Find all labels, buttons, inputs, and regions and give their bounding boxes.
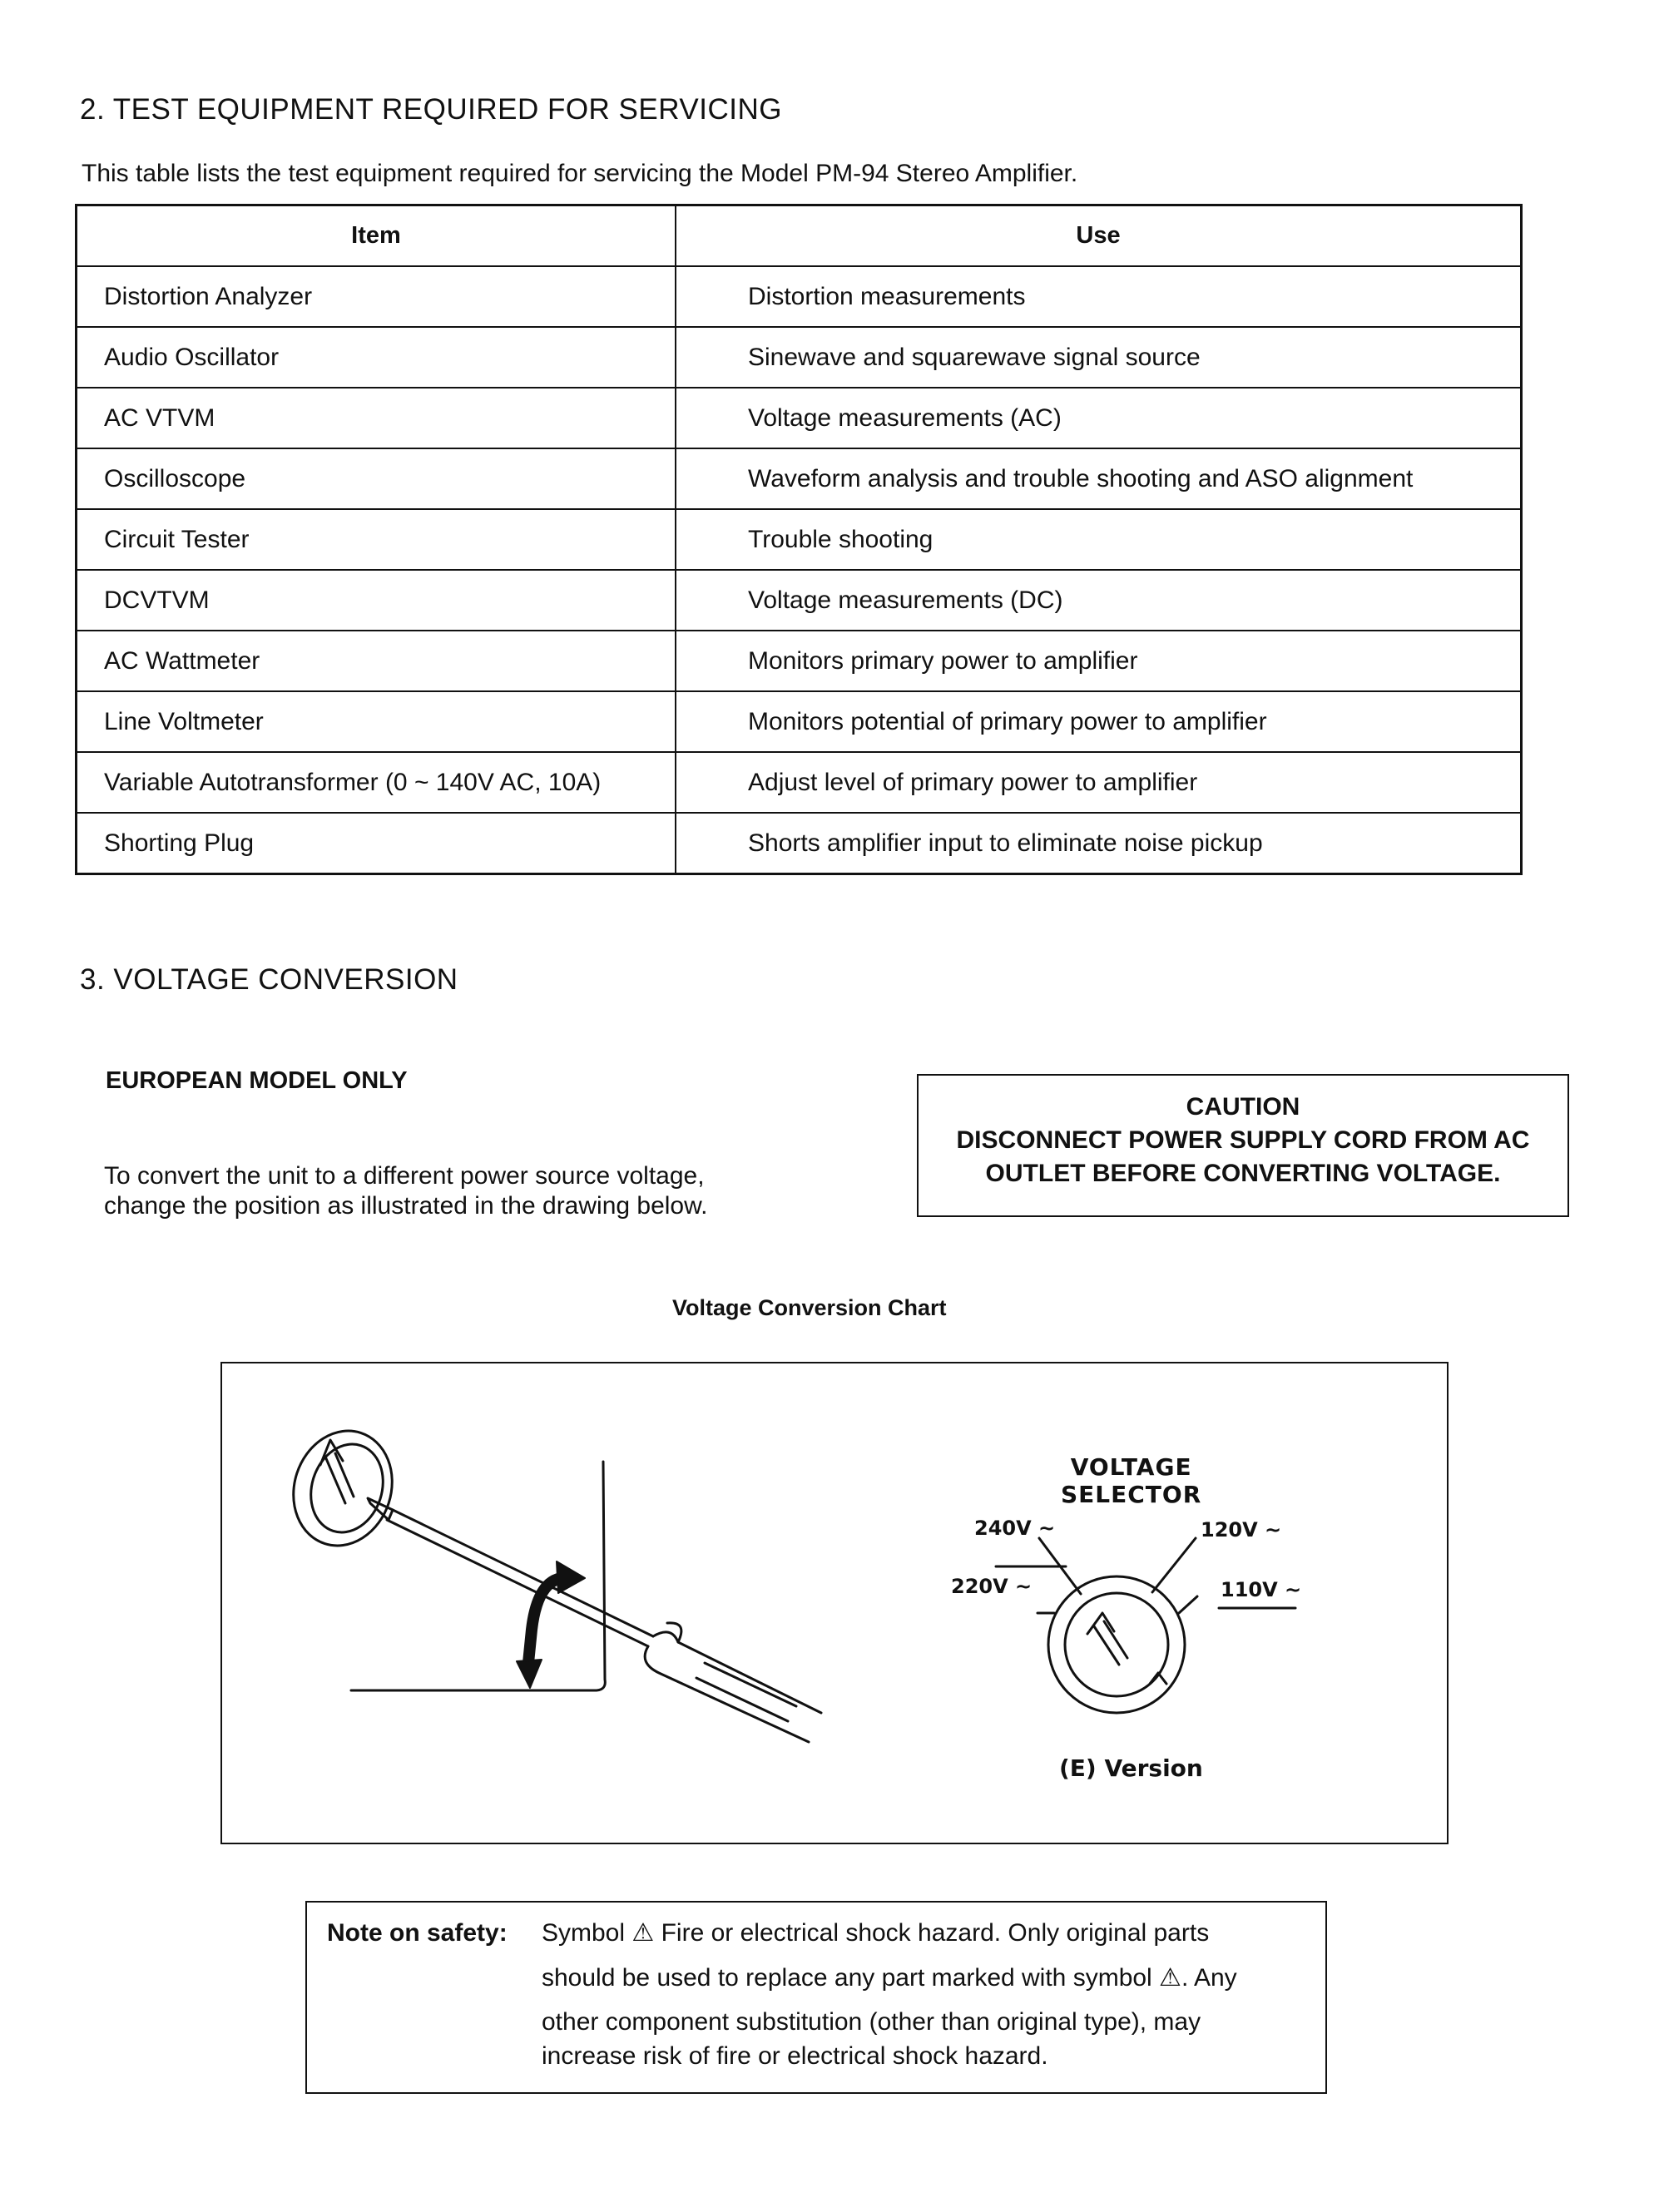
safety-note-line-3: other component substitution (other than original type), may [542, 2008, 1201, 2036]
rotation-arrow [517, 1561, 585, 1688]
voltage-selector-label [1061, 1453, 1201, 1508]
use-cell: Voltage measurements (AC) [676, 388, 1522, 448]
safety-note-box [305, 1901, 1327, 2094]
selector-label-line-1: VOLTAGE [1070, 1453, 1192, 1481]
item-cell: Shorting Plug [77, 813, 676, 874]
caution-line-1: DISCONNECT POWER SUPPLY CORD FROM AC [956, 1126, 1530, 1154]
test-equipment-table [75, 204, 1523, 875]
safety-note-text [542, 1911, 1307, 2069]
safety-note-line-4: increase risk of fire or electrical shock hazard. [542, 2042, 1048, 2070]
table-row [77, 631, 1522, 691]
use-cell: Sinewave and squarewave signal source [676, 327, 1522, 388]
item-cell: Oscilloscope [77, 448, 676, 509]
table-row [77, 691, 1522, 752]
selector-label-line-2: SELECTOR [1061, 1481, 1202, 1508]
diagram-illustration [222, 1363, 1447, 1843]
voltage-conversion-diagram [220, 1362, 1449, 1844]
label-110v: 110V ~ [1221, 1578, 1302, 1601]
table-row [77, 448, 1522, 509]
use-cell: Monitors potential of primary power to amplifier [676, 691, 1522, 752]
item-cell: Distortion Analyzer [77, 266, 676, 327]
header-use: Use [676, 205, 1522, 267]
table-row [77, 752, 1522, 813]
label-240v: 240V ~ [974, 1517, 1056, 1540]
use-cell: Trouble shooting [676, 509, 1522, 570]
safety-note-line-2: should be used to replace any part marked with symbol ⚠. Any [542, 1964, 1237, 1992]
chart-title: Voltage Conversion Chart [672, 1295, 947, 1320]
convert-instructions [104, 1161, 707, 1221]
table-row [77, 266, 1522, 327]
left-selector-knob [279, 1418, 407, 1559]
table-row [77, 509, 1522, 570]
caution-line-2: OUTLET BEFORE CONVERTING VOLTAGE. [985, 1160, 1501, 1187]
item-cell: AC Wattmeter [77, 631, 676, 691]
convert-line-1: To convert the unit to a different power source voltage, [104, 1162, 705, 1190]
label-220v: 220V ~ [951, 1575, 1033, 1598]
use-cell: Shorts amplifier input to eliminate noise pickup [676, 813, 1522, 874]
version-label: (E) Version [1059, 1754, 1203, 1782]
use-cell: Adjust level of primary power to amplifier [676, 752, 1522, 813]
table-header-row [77, 205, 1522, 267]
item-cell: Circuit Tester [77, 509, 676, 570]
table-row [77, 327, 1522, 388]
convert-line-2: change the position as illustrated in the drawing below. [104, 1192, 708, 1220]
caution-box [917, 1074, 1569, 1217]
item-cell: AC VTVM [77, 388, 676, 448]
use-cell: Monitors primary power to amplifier [676, 631, 1522, 691]
item-cell: DCVTVM [77, 570, 676, 631]
use-cell: Voltage measurements (DC) [676, 570, 1522, 631]
safety-note-label: Note on safety: [327, 1919, 508, 1947]
label-120v: 120V ~ [1201, 1518, 1282, 1541]
header-item: Item [77, 205, 676, 267]
table-row [77, 570, 1522, 631]
table-row [77, 813, 1522, 874]
item-cell: Audio Oscillator [77, 327, 676, 388]
section-3-heading: 3. VOLTAGE CONVERSION [80, 963, 458, 996]
european-model-label: EUROPEAN MODEL ONLY [106, 1067, 408, 1094]
section-2-intro: This table lists the test equipment required for servicing the Model PM-94 Stereo Amplifier. [82, 160, 1078, 187]
use-cell: Waveform analysis and trouble shooting and ASO alignment [676, 448, 1522, 509]
screwdriver [368, 1498, 821, 1742]
item-cell: Line Voltmeter [77, 691, 676, 752]
safety-note-line-1: Symbol ⚠ Fire or electrical shock hazard. Only original parts [542, 1919, 1210, 1947]
table-row [77, 388, 1522, 448]
use-cell: Distortion measurements [676, 266, 1522, 327]
section-2-heading: 2. TEST EQUIPMENT REQUIRED FOR SERVICING [80, 93, 782, 126]
right-voltage-selector [996, 1538, 1295, 1713]
caution-title: CAUTION [1186, 1093, 1300, 1121]
item-cell: Variable Autotransformer (0 ~ 140V AC, 10A) [77, 752, 676, 813]
